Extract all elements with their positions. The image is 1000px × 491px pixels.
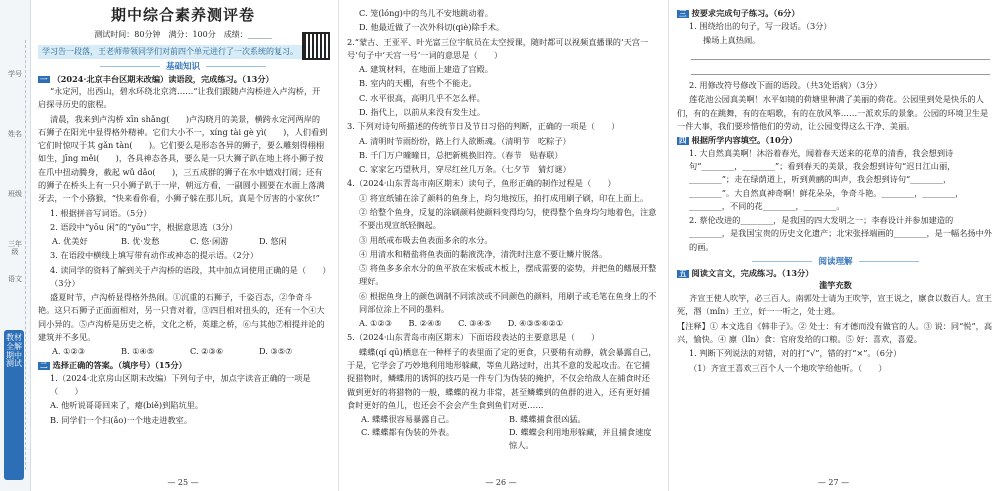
q4-item-2[interactable]: 2. 蔡伦改进的________，是我国的四大发明之一；李春设计并参加建造的________，是我国宝贵的历史文化遗产；北宋张择端画的________，是一幅名扬中外的画。 [689,215,992,252]
q4-heading [677,136,994,145]
q3-answer-line-1[interactable] [691,49,990,60]
section-basic: 基础知识 [38,63,328,72]
q1-item-1: 1. 根据拼音写词语。（5分） [50,207,152,218]
p26-line-8: 3. 下列对诗句所描述的传统节日及节日习俗的判断，正确的一项是（ ） [347,121,620,132]
intro-banner: 学习告一段落，王老师带领同学们对前四个单元进行了一次系统的复习。 [38,45,328,59]
q1-option-a[interactable]: A. 优美好 [52,236,88,247]
p26-line-3: 2.“蒙古、王亚平、叶光富三位宇航员在太空授课，随时都可以视频直播课的‘天宫一号’句子中‘天宫一号’一词的意思是（ ） [347,36,649,60]
p26-line-4[interactable]: A. 建筑材料，在地面上建造了宫殿。 [359,64,493,75]
p26-line-15: ③ 用纸戒布吸去鱼表面多余的水分。 [359,234,493,245]
page-25 [32,0,334,491]
q1-option2-a[interactable]: A. ①②③ [52,346,86,357]
q2-item-1: 1.（2024·北京房山区期末改编）下列句子中，加点字读音正确的一项是（ ） [50,372,311,397]
q3-number: 三 [679,9,687,18]
p26-line-5[interactable]: B. 室内的天棚，有些个不能走。 [359,78,477,89]
cut-line [25,40,27,470]
q1-heading [38,75,328,84]
q4-title: 根据所学内容填空。（10分） [691,135,798,146]
q3-heading [677,9,994,18]
q1-paragraph-1: “永定河，出西山，碧水环绕北京湾……”让我们跟随卢沟桥进入卢沟桥，开启探寻历史的旅程。 [38,86,321,110]
student-id-label: 学号 [8,70,22,78]
qr-code-icon[interactable] [302,32,330,60]
brand-logo: 教材全解 期中测试 [4,330,24,480]
p26-option-b[interactable]: B. 蝶蝶捕食很凶猛。 [509,414,586,425]
passage-title: 滥竽充数 [819,279,852,290]
q3-prompt: 操场上真热闹。 [703,34,761,45]
q4-item-1[interactable]: 1. 大自然真美啊！沐浴着春光，闻着春天送来的花草的清香，我会想到诗句“________，________”；看到春天的美景，我会想到诗句“迟日江山丽，________”；走在绿荫道上，听到黄鹂的叫声，我会想到诗句“________，________”。大自然真神奇啊！鲜花朵朵，争奇斗艳。________，________，________，不同的花________，________。 [689,147,964,211]
q5-item-1: 1. 判断下列说法的对错，对的打“√”，错的打“×”。（6分） [689,348,902,359]
q3-title: 按要求完成句子练习。（6分） [691,8,800,18]
passage-notes: 【注释】① 本文选自《韩非子》。② 处士：有才德而没有做官的人。③ 说：同“悦”，高兴，愉快。④ 廪（lǐn）食：官府发给的口粮。⑤ 好：喜欢，喜爱。 [677,320,993,344]
p26-options-2 [347,426,657,452]
q3-item-1: 1. 围绕给出的句子，写一段话。（3分） [689,20,832,31]
class-label: 班级 [8,190,22,198]
p26-line-20: 5.（2024·山东青岛市南区期末）下面语段表达的主要意思是（ ） [347,332,600,343]
q4-number: 四 [679,136,687,146]
p26-option-d[interactable]: D. 蝶蝶会利用地形躲藏，并且捕食速度惊人。 [509,427,652,451]
q1-options-2 [38,345,328,358]
q1-option-c[interactable]: C. 悠·闲游 [190,236,229,247]
exam-meta: 测试时间：80分钟 满分：100分 成绩：______ [94,30,272,39]
p26-line-12: 4.（2024·山东青岛市南区期末）读句子，鱼形正确的制作过程是（ ） [347,178,616,189]
q3-item-2: 2. 用修改符号修改下面的语段。（共3处语病）（3分） [689,80,882,91]
q2-heading [38,361,328,370]
q2-item-1b[interactable]: B. 同学们一个扫(ǎo)一个地走进教室。 [50,414,193,425]
q2-number: 二 [40,361,48,371]
p26-line-11[interactable]: C. 家家乞巧望秋月，穿尽红丝几万条。（七夕节 猜灯谜） [359,164,571,175]
page-number-26: — 26 — [485,478,517,487]
q1-option-d[interactable]: D. 悠闲 [259,236,287,247]
q1-paragraph-2: 清晨，我来到卢沟桥 xīn shǎng( )卢沟晓月的美景，横跨永定河两岸的石狮子在阳光中显得格外精神。它们大小不一，xíng tài gè yì( )，人们看到它们时惊叹于其 gǎn tàn( )。它们要么是形态各异的狮子，要么雕刻得栩栩如生，jīng měi( )，各具神态各具，要么是一只大狮子趴在地上将小狮子按在爪中扭动腾身，截起 wǔ dǎo( )，三五成群的狮子在水中嬉戏打闹；还有的狮子在桥头上有一只小狮子趴于一岸，朝远方看，一副圆小圆要在水面上落满牙去，一个小猕猴，“快来看你看，小狮子躲在那儿玩，真是个厉害的小家伙!” [38,113,328,204]
q2-title: 选择正确的答案。（填序号）（15分） [52,360,187,371]
p26-line-6[interactable]: C. 水平很高，高明几乎不怎么样。 [359,92,485,103]
q1-option2-c[interactable]: C. ②③⑥ [190,346,224,357]
q5-item-1-1[interactable]: （1）齐宣王喜欢三百个人一个地吹竽给他听。（ ） [689,362,887,373]
passage-text: 齐宣王使人吹竽，必三百人。南郭处士请为王吹竽，宣王说之，廪食以数百人。宣王死，湣（mǐn）王立，好一一听之，处士逃。 [677,293,992,317]
p26-line-2[interactable]: D. 他最近做了一次外科切(qiè)除手术。 [359,22,505,33]
q5-title: 阅读文言文，完成练习。（13分） [691,268,814,279]
name-label: 姓名 [8,130,22,138]
q1-number: 一 [40,74,48,84]
grade-label: 三年级 [8,240,22,257]
p26-line-18: ⑥ 根据鱼身上的颜色调制不同浓淡或不同颜色的颜料，用刷子或毛笔在鱼身上的不同部位涂上不同的墨料。 [359,290,657,314]
q3-answer-line-2[interactable] [691,64,990,75]
page-27 [668,0,998,491]
q5-number: 五 [679,269,687,279]
p26-line-14: ② 给整个鱼身，反复的涂刷颜料使颜料变得均匀，使得整个鱼身均匀地着色，注意不要出现宣纸轻搁起。 [359,206,657,231]
p26-option-a[interactable]: A. 蝶蝶很容易暴露自己。 [361,414,454,425]
q2-item-1a[interactable]: A. 他听说哥哥回来了，瘪(biě)到陷坑里。 [50,400,204,411]
q1-title: （2024·北京丰台区期末改编）读语段，完成练习。（13分） [52,73,274,84]
p26-paragraph: 蝶蝶(qí qū)栖息在一种样子的表里面了定的更食，只要稍有动静，就会暴露自己，于是，它学会了巧妙地利用地形躲藏，等鱼儿路过时，出其不意的发起攻击。在它捕捉猎物时，鳞蝶用的诱饵的技巧是一件专门为伪装的掩护，不仅会给敌人在捕食时还做到更好的将猎物的一般，蝶蝶的视力非常，甚至鳞蝶到的鱼群的进入，还有更好捕食时更好的鱼儿，也还会不会会产生食到鱼们对更…… [347,346,657,410]
q1-paragraph-3: 盛夏时节，卢沟桥显得格外热闹。①沉重的石狮子，千姿百态，②争奇斗艳。这只石狮子正面面相对，另一只背对着，③四目相对扭头的，还有一个④大同小异的。⑤卢沟桥是历史之桥，文化之桥，英雄之桥，⑥与其他⑦相提并论的建筑并不多见。 [38,292,325,342]
p26-line-13: ① 将宣纸铺在涂了颜料的鱼身上，均匀地按压，拍打成用刷子刷，印在上面上。 [359,192,649,203]
exam-title: 期中综合素养测评卷 [110,6,255,24]
p26-line-1[interactable]: C. 笼(lóng)中的鸟儿不安地跳动着。 [359,8,493,18]
q1-options [38,235,328,248]
p26-line-17: ⑤ 将鱼多多余水分的鱼平放在宋板或木板上，摆成需要的姿势，并把鱼的鳍展开整理好。 [359,263,657,287]
p26-line-19[interactable]: A. ①②③ B. ②④⑤ C. ③④⑤ D. ④③⑤⑥②① [359,318,564,329]
p26-line-16: ④ 用清水和精盐将鱼表面的黏液洗净，清洗时注意不要让鳞片脱落。 [359,248,608,259]
page-26 [338,0,663,491]
p26-line-10[interactable]: B. 千门万户曈曈日，总把新桃换旧符。（春节 贴春联） [359,149,563,160]
p26-option-c[interactable]: C. 蝶蝶都有伪装的外表。 [361,427,455,438]
q5-heading [677,269,994,278]
p26-line-9[interactable]: A. 清明时节雨纷纷，路上行人欲断魂。（清明节 吃粽子） [359,135,571,146]
q1-item-4: 4. 读同学的资料了解到关于卢沟桥的语段，其中加点词使用正确的是（ ）（3分） [50,264,327,288]
q1-option-b[interactable]: B. 优·发愁 [121,236,160,247]
page-number-25: — 25 — [167,478,199,487]
section-reading: 阅读理解 [677,258,994,267]
q1-option2-d[interactable]: D. ③⑤⑦ [259,346,293,357]
q1-item-2: 2. 语段中“yōu 闲”的“yōu”字，根据意思选（3分） [50,221,238,232]
p26-line-7[interactable]: D. 指代上，以前从来没有发生过。 [359,106,486,117]
binding-strip [0,0,31,491]
q1-option2-b[interactable]: B. ①④⑤ [121,346,155,357]
subject-label: 语文 [8,275,22,283]
page-number-27: — 27 — [817,478,850,487]
q3-paragraph[interactable]: 莲花池公园真美啊！水平如镜的荷塘里种满了美丽的荷花。公园里到处是快乐的人们，有的在跳舞，有的在唱歌，有的在放风筝……一派欢乐的景象。公园的环境卫生是一件大事，我们要珍惜他们的劳动，让公园变得这么干净、美丽。 [677,94,989,131]
p26-options-1 [347,413,657,426]
q1-item-3: 3. 在语段中横线上填写带有动作或神态的提示语。（2分） [50,250,259,261]
